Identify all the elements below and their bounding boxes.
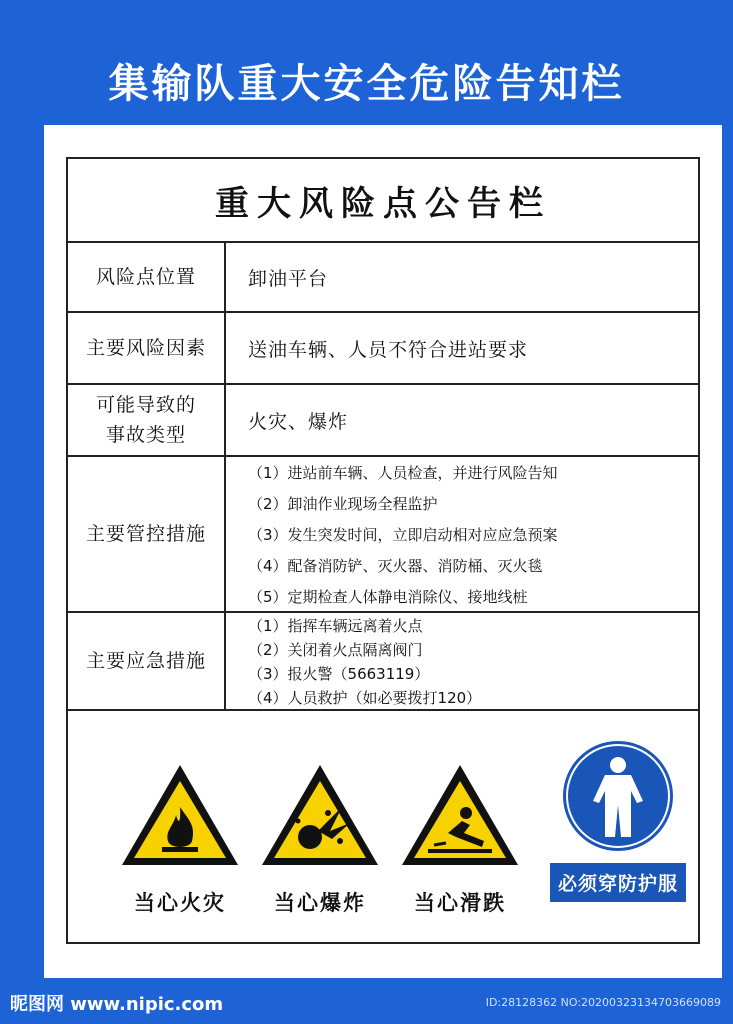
list-item: （3）发生突发时间，立即启动相对应应急预案 bbox=[248, 525, 558, 544]
list-item: （3）报火警（5663119） bbox=[248, 664, 430, 683]
row-label-line1: 可能导致的 bbox=[95, 394, 196, 416]
sign-caption: 当心爆炸 bbox=[274, 891, 366, 915]
row-emergency-measures bbox=[68, 613, 698, 711]
list-item: （2）卸油作业现场全程监护 bbox=[248, 494, 438, 513]
sign-caption: 当心火灾 bbox=[134, 891, 226, 915]
list-item: （2）关闭着火点隔离阀门 bbox=[248, 640, 423, 659]
row-label: 主要风险因素 bbox=[68, 313, 226, 383]
sign-slip bbox=[398, 761, 522, 917]
footer-id: ID:28128362 NO:20200323134703669089 bbox=[485, 996, 721, 1009]
row-label bbox=[68, 385, 226, 455]
row-value: 卸油平台 bbox=[248, 267, 329, 290]
slip-warning-icon bbox=[398, 761, 522, 869]
sign-caption: 当心滑跌 bbox=[414, 891, 506, 915]
row-control-measures bbox=[68, 457, 698, 613]
row-accident-type bbox=[68, 385, 698, 457]
list-item: （4）配备消防铲、灭火器、消防桶、灭火毯 bbox=[248, 556, 543, 575]
sign-fire bbox=[118, 761, 242, 917]
row-value: 火灾、爆炸 bbox=[248, 410, 349, 433]
row-label: 风险点位置 bbox=[68, 243, 226, 311]
fire-warning-icon bbox=[118, 761, 242, 869]
safety-signs bbox=[68, 711, 698, 947]
board-title: 重大风险点公告栏 bbox=[68, 159, 698, 243]
row-label: 主要管控措施 bbox=[68, 457, 226, 611]
emergency-list bbox=[226, 613, 698, 709]
sign-caption: 必须穿防护服 bbox=[550, 863, 686, 902]
row-risk-factors bbox=[68, 313, 698, 385]
header-title: 集输队重大安全危险告知栏 bbox=[108, 61, 625, 107]
list-item: （5）定期检查人体静电消除仪、接地线桩 bbox=[248, 587, 528, 606]
notice-board bbox=[66, 157, 700, 944]
row-value: 送油车辆、人员不符合进站要求 bbox=[248, 338, 529, 361]
list-item: （1）指挥车辆远离着火点 bbox=[248, 616, 423, 635]
control-list bbox=[226, 457, 698, 611]
sign-protective-clothing bbox=[538, 739, 698, 902]
footer-logo: 昵图网 www.nipic.com bbox=[10, 994, 224, 1015]
protective-clothing-icon bbox=[561, 739, 675, 853]
explosion-warning-icon bbox=[258, 761, 382, 869]
list-item: （1）进站前车辆、人员检查，并进行风险告知 bbox=[248, 463, 558, 482]
notice-panel bbox=[44, 125, 722, 978]
row-label: 主要应急措施 bbox=[68, 613, 226, 709]
row-label-line2: 事故类型 bbox=[105, 424, 186, 446]
sign-explosion bbox=[258, 761, 382, 917]
row-risk-location bbox=[68, 243, 698, 313]
list-item: （4）人员救护（如必要拨打120） bbox=[248, 688, 482, 707]
